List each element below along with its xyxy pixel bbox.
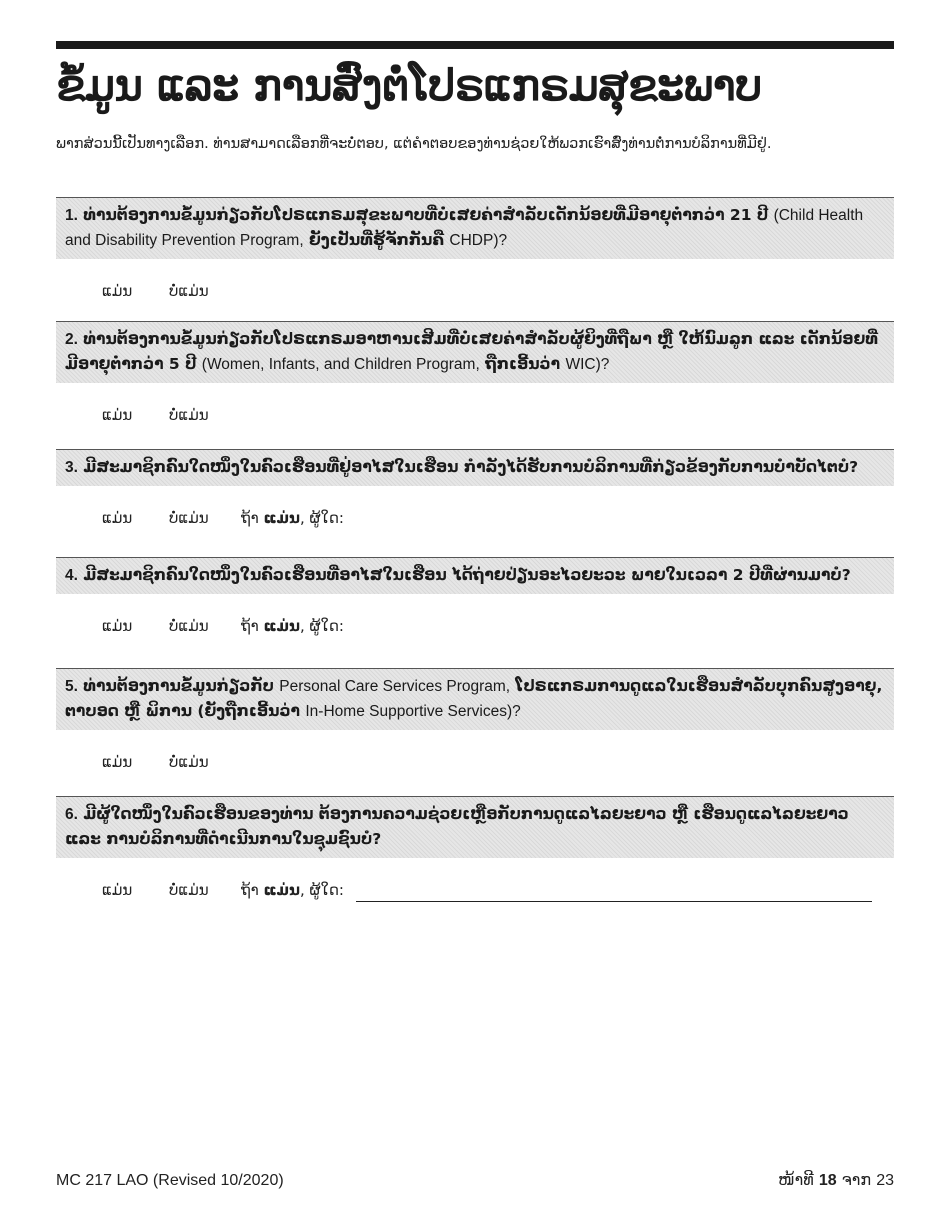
question-text-en-2: WIC)? [565,356,610,373]
option-no[interactable]: ບໍ່ແມ່ນ [169,282,209,300]
option-no[interactable]: ບໍ່ແມ່ນ [169,753,209,771]
question-text [56,197,894,259]
answer-options [56,406,894,430]
question-text-en: (Child Health and Disability Prevention Program, [65,207,864,249]
question-text-lao-2: ຍັງເປັນທີ່ຮູ້ຈັກກັນຄື [309,231,444,249]
page-label: ໜ້າທີ [778,1170,814,1189]
question-3 [56,449,894,533]
top-rule [56,41,894,49]
option-if-yes-who[interactable] [241,617,344,635]
question-text-lao: ທ່ານຕ້ອງການຂໍ້ມູນກ່ຽວກັບໂປຣແກຣມສຸຂະພາບທີ່ບໍ່ເສຍຄ່າສໍາລັບເດັກນ້ອຍທີ່ມີອາຍຸຕໍ່າກວ່າ 21 ປີ [83,206,769,224]
question-text-en-2: CHDP)? [449,232,508,249]
answer-options [56,881,894,905]
question-text-lao: ມີຜູ້ໃດໜຶ່ງໃນຄົວເຮືອນຂອງທ່ານ ຕ້ອງການຄວາມຊ່ວຍເຫຼືອກັບການດູແລໄລຍະຍາວ ຫຼື ເຮືອນດູແລໄລຍະຍາວ ແລະ ການບໍລິການທີ່ດໍາເນີນການໃນຊຸມຊົນບໍ? [65,805,849,848]
total-pages: 23 [876,1172,894,1189]
if-yes-bold: ແມ່ນ [263,617,300,635]
if-yes-bold: ແມ່ນ [263,881,300,899]
question-text-lao: ທ່ານຕ້ອງການຂໍ້ມູນກ່ຽວກັບໂປຣແກຣມອາຫານເສີມທີ່ບໍ່ເສຍຄ່າສໍາລັບຜູ້ຍິງທີ່ຖືພາ ຫຼື ໃຫ້ນົມລູກ ແລະ ເດັກນ້ອຍທີ່ມີອາຍຸຕໍ່າກວ່າ 5 ປີ [65,330,879,373]
option-no[interactable]: ບໍ່ແມ່ນ [169,617,209,635]
question-number: 1. [65,207,78,224]
page-number [778,1170,894,1190]
option-yes[interactable]: ແມ່ນ [102,753,133,771]
option-no[interactable]: ບໍ່ແມ່ນ [169,406,209,424]
if-suffix: , ຜູ້ໃດ: [299,881,344,899]
answer-options [56,617,894,641]
option-yes[interactable]: ແມ່ນ [102,509,133,527]
question-text-lao: ມີສະມາຊິກຄົນໃດໜຶ່ງໃນຄົວເຮືອນທີ່ຢູ່ອາໄສໃນເຮືອນ ກໍາລັງໄດ້ຮັບການບໍລິການທີ່ກ່ຽວຂ້ອງກັບການບໍາບັດໄຕບໍ? [83,458,859,476]
question-6 [56,796,894,905]
question-text [56,557,894,594]
if-prefix: ຖ້າ [241,509,259,527]
question-text-lao: ມີສະມາຊິກຄົນໃດໜຶ່ງໃນຄົວເຮືອນທີ່ອາໄສໃນເຮືອນ ໄດ້ຖ່າຍປ່ຽນອະໄວຍະວະ ພາຍໃນເວລາ 2 ປີທີ່ຜ່ານມາບໍ? [83,566,851,584]
question-text-lao: ທ່ານຕ້ອງການຂໍ້ມູນກ່ຽວກັບ [83,677,274,695]
question-2 [56,321,894,430]
form-id: MC 217 LAO (Revised 10/2020) [56,1172,284,1189]
if-suffix: , ຜູ້ໃດ: [299,617,344,635]
question-text [56,668,894,730]
answer-options [56,509,894,533]
of-label: ຈາກ [841,1170,872,1189]
question-number: 4. [65,567,78,584]
option-if-yes-who[interactable] [241,509,344,527]
option-if-yes-who[interactable] [241,881,344,899]
current-page: 18 [818,1172,837,1189]
option-yes[interactable]: ແມ່ນ [102,282,133,300]
intro-text: ພາກສ່ວນນີ້ເປັນທາງເລືອກ. ທ່ານສາມາດເລືອກທີ່ຈະບໍ່ຕອບ, ແຕ່ຄໍາຕອບຂອງທ່ານຊ່ວຍໃຫ້ພວກເຮົາສົ່ງທ່ານຕໍ່ການບໍລິການທີ່ມີຢູ່. [56,136,772,152]
question-4 [56,557,894,641]
question-text [56,449,894,486]
question-number: 6. [65,806,78,823]
question-text-lao-2: ໂປຣແກຣມການດູແລໃນເຮືອນສໍາລັບບຸກຄົນສູງອາຍຸ, ຕາບອດ ຫຼື ພິການ (ຍັງຖືກເອີ້ນວ່າ [65,677,883,720]
if-suffix: , ຜູ້ໃດ: [299,509,344,527]
who-write-in-line[interactable] [356,901,872,902]
question-text-en-2: In-Home Supportive Services)? [305,703,521,720]
question-text [56,796,894,858]
option-yes[interactable]: ແມ່ນ [102,406,133,424]
question-text-en: (Women, Infants, and Children Program, [201,356,480,373]
question-number: 5. [65,678,78,695]
answer-options [56,282,894,306]
option-no[interactable]: ບໍ່ແມ່ນ [169,509,209,527]
if-yes-bold: ແມ່ນ [263,509,300,527]
question-number: 2. [65,331,78,348]
question-1 [56,197,894,306]
question-text-en: Personal Care Services Program, [279,678,511,695]
page-title: ຂໍ້ມູນ ແລະ ການສົ່ງຕໍ່ໂປຣແກຣມສຸຂະພາບ [56,61,762,111]
option-yes[interactable]: ແມ່ນ [102,881,133,899]
answer-options [56,753,894,777]
if-prefix: ຖ້າ [241,617,259,635]
option-no[interactable]: ບໍ່ແມ່ນ [169,881,209,899]
question-5 [56,668,894,777]
option-yes[interactable]: ແມ່ນ [102,617,133,635]
question-text [56,321,894,383]
question-text-lao-2: ຖືກເອີ້ນວ່າ [485,355,561,373]
if-prefix: ຖ້າ [241,881,259,899]
question-number: 3. [65,459,78,476]
